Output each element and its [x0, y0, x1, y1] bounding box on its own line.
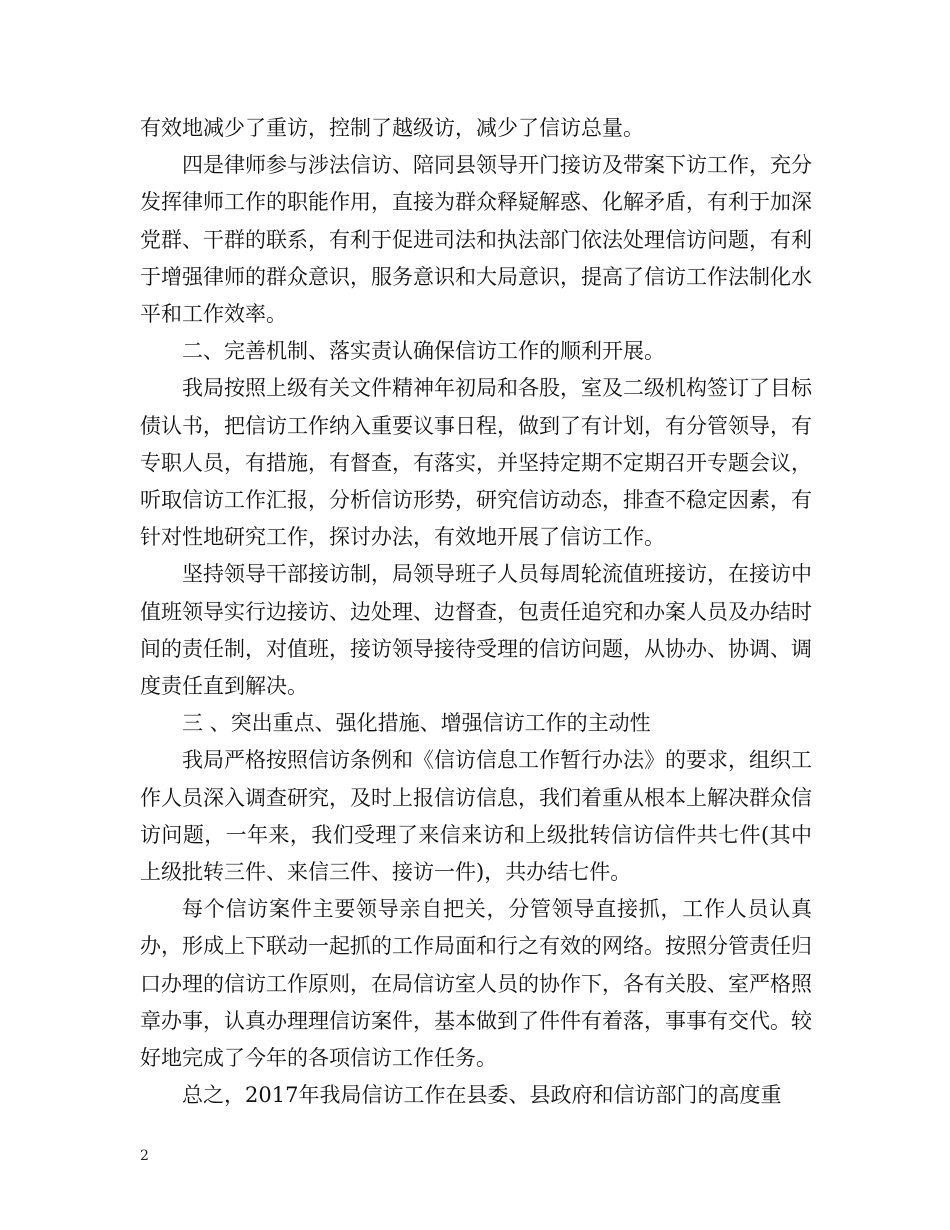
document-body [140, 110, 812, 1114]
paragraph-9: 总之，2017年我局信访工作在县委、县政府和信访部门的高度重 [182, 1083, 782, 1108]
section-heading-2: 二、完善机制、落实责认确保信访工作的顺利开展。 [182, 339, 665, 364]
paragraph-8: 每个信访案件主要领导亲自把关，分管领导直接抓，工作人员认真办，形成上下联动一起抓的工作局面和行之有效的网络。按照分管责任归口办理的信访工作原则，在局信访室人员的协作下，各有关股、室严格照章办事，认真办理理信访案件，基本做到了件件有着落，事事有交代。较好地完成了今年的各项信访工作任务。 [140, 897, 812, 1071]
paragraph-4: 我局按照上级有关文件精神年初局和各股，室及二级机构签订了目标债认书，把信访工作纳入重要议事日程，做到了有计划，有分管领导，有专职人员，有措施，有督查，有落实，并坚持定期不定期召开专题会议，听取信访工作汇报，分析信访形势，研究信访动态，排查不稳定因素，有针对性地研究工作，探讨办法，有效地开展了信访工作。 [140, 376, 812, 550]
page-number: 2 [140, 1148, 149, 1164]
paragraph-1: 有效地减少了重访，控制了越级访，减少了信访总量。 [140, 116, 644, 140]
section-heading-3: 三 、突出重点、强化措施、增强信访工作的主动性 [182, 711, 651, 736]
paragraph-7: 我局严格按照信访条例和《信访信息工作暂行办法》的要求，组织工作人员深入调查研究，及时上报信访信息，我们着重从根本上解决群众信访问题，一年来，我们受理了来信来访和上级批转信访信件共七件(其中上级批转三件、来信三件、接访一件)，共办结七件。 [140, 748, 812, 885]
paragraph-5: 坚持领导干部接访制，局领导班子人员每周轮流值班接访，在接访中值班领导实行边接访、边处理、边督查，包责任追究和办案人员及办结时间的责任制，对值班，接访领导接待受理的信访问题，从协办、协调、调度责任直到解决。 [140, 562, 812, 699]
paragraph-2: 四是律师参与涉法信访、陪同县领导开门接访及带案下访工作，充分发挥律师工作的职能作用，直接为群众释疑解惑、化解矛盾，有利于加深党群、干群的联系，有利于促进司法和执法部门依法处理信访问题，有利于增强律师的群众意识，服务意识和大局意识，提高了信访工作法制化水平和工作效率。 [140, 153, 812, 327]
